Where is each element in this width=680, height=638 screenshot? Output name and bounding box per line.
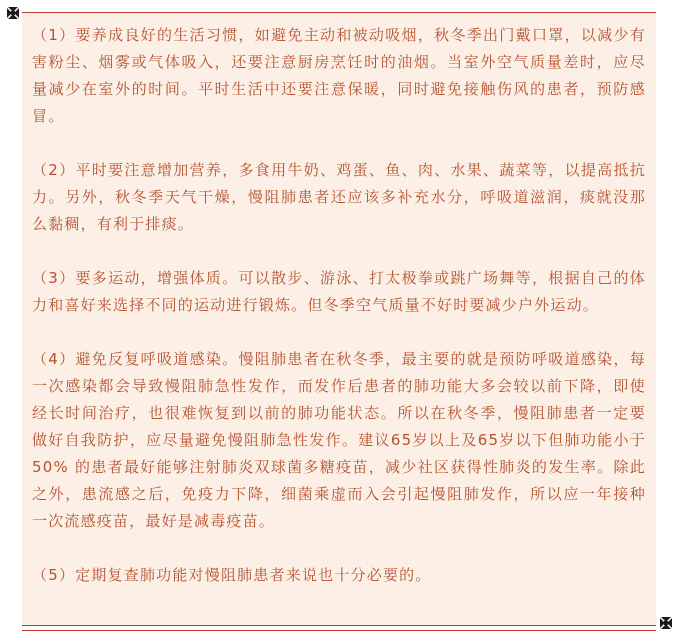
bottom-divider-secondary	[22, 630, 656, 631]
corner-ornament-icon	[7, 7, 19, 19]
bottom-divider	[22, 625, 656, 626]
paragraph-infection-prevention: （4）避免反复呼吸道感染。慢阻肺患者在秋冬季，最主要的就是预防呼吸道感染，每一次感染都会导致慢阻肺急性发作，而发作后患者的肺功能大多会较以前下降，即使经长时间治疗，也很难恢复到以前的肺功能状态。所以在秋冬季，慢阻肺患者一定要做好自我防护，应尽量避免慢阻肺急性发作。建议65岁以上及65岁以下但肺功能小于50% 的患者最好能够注射肺炎双球菌多糖疫苗，减少社区获得性肺炎的发生率。除此之外，患流感之后，免疫力下降，细菌乘虚而入会引起慢阻肺发作，所以应一年接种一次流感疫苗，最好是减毒疫苗。	[32, 350, 646, 530]
paragraph-checkup: （5）定期复查肺功能对慢阻肺患者来说也十分必要的。	[32, 566, 432, 584]
article-body	[32, 22, 646, 589]
paragraph-nutrition: （2）平时要注意增加营养，多食用牛奶、鸡蛋、鱼、肉、水果、蔬菜等，以提高抵抗力。另外，秋冬季天气干燥，慢阻肺患者还应该多补充水分，呼吸道滋润，痰就没那么黏稠，有利于排痰。	[32, 161, 646, 233]
paragraph-habits: （1）要养成良好的生活习惯，如避免主动和被动吸烟，秋冬季出门戴口罩，以减少有害粉尘、烟雾或气体吸入，还要注意厨房烹饪时的油烟。当室外空气质量差时，应尽量减少在室外的时间。平时生活中还要注意保暖，同时避免接触伤风的患者，预防感冒。	[32, 26, 646, 125]
paragraph-exercise: （3）要多运动，增强体质。可以散步、游泳、打太极拳或跳广场舞等，根据自己的体力和喜好来选择不同的运动进行锻炼。但冬季空气质量不好时要减少户外运动。	[32, 269, 646, 314]
corner-ornament-icon	[660, 617, 672, 629]
top-divider	[22, 12, 656, 13]
